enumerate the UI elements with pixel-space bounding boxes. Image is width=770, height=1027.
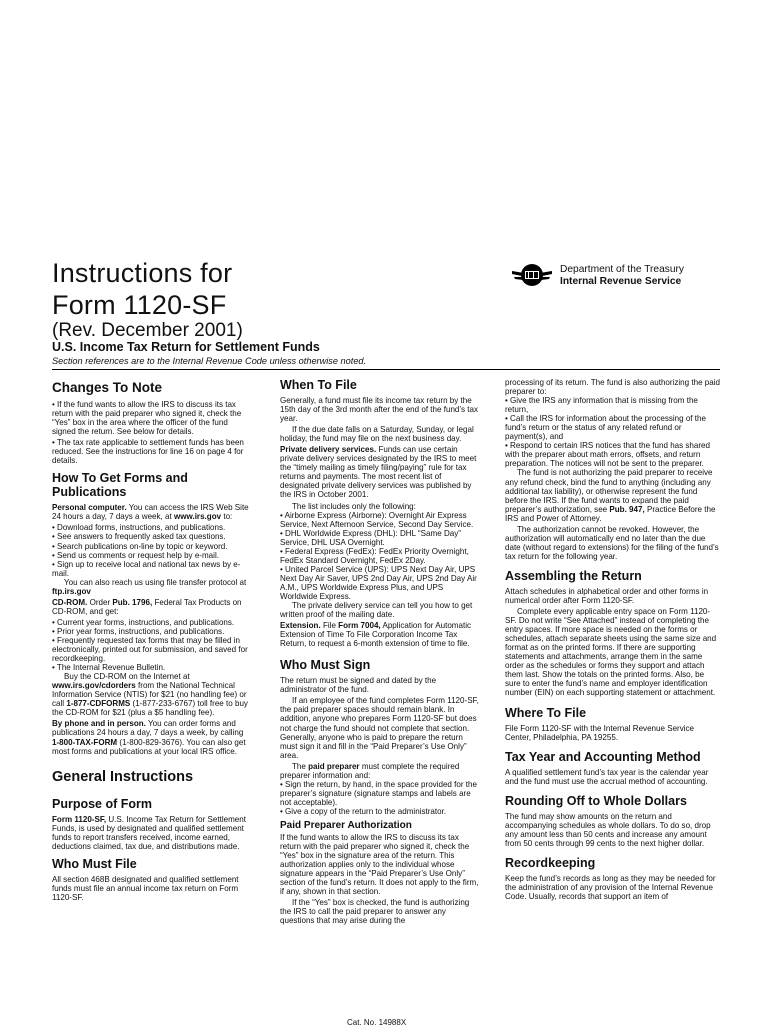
purpose-heading: Purpose of Form	[52, 796, 153, 811]
title-line-1: Instructions for	[52, 258, 233, 288]
assemble-paragraph-2: Complete every applicable entry space on Form 1120-SF. Do not write “See Attached” instead of completing the entry spaces. If more space is needed on the forms or schedules, attach separate sheets using the same size and format as on the printed forms. If there are supporting statements and attachments, arrange them in the same order as the schedules or forms they support and attach them last. Show the totals on the printed forms. Also, be sure to enter the fund’s name and employer identification number (EIN) on each supporting statement or attachment.	[505, 607, 717, 698]
agency-department: Department of the Treasury	[560, 264, 685, 275]
pc-to: to:	[223, 512, 233, 522]
paid-bullet-2: • Give a copy of the return to the administrator.	[280, 806, 447, 816]
cd-bullet-2: • Prior year forms, instructions, and publications.	[52, 626, 225, 636]
list-bullet-4: • United Parcel Service (UPS): UPS Next Day Air, UPS Next Day Air Saver, UPS 2nd Day Air, UPS 2nd Day Air A.M., UPS Worldwide Express Plus, and UPS Worldwide Express.	[280, 564, 477, 601]
assemble-paragraph-1: Attach schedules in alphabetical order and other forms in numerical order after Form 1120-SF.	[505, 586, 709, 605]
pds-text: Funds can use certain private delivery services designated by the IRS to meet the “timely mailing as timely filing/paying” rule for tax returns and payments. The most recent list of designated private delivery services was published by the IRS in October 2001.	[280, 445, 477, 500]
pc-lead: Personal computer.	[52, 503, 127, 513]
cont-bullet-1: • Give the IRS any information that is missing from the return,	[505, 396, 698, 415]
pc-bullet-4: • Send us comments or request help by e-mail.	[52, 550, 219, 560]
column-1	[52, 378, 252, 904]
paid-preparer-authorization-heading: Paid Preparer Authorization	[280, 819, 412, 831]
paid-preparer-paragraph	[280, 762, 480, 780]
cont-text-2: The fund is not authorizing the paid preparer to receive any refund check, bind the fund to anything (including any additional tax liability), or otherwise represent the fund before the IRS. If the fund wants to expand the paid preparer’s authorization, see	[505, 468, 713, 514]
pds-lead: Private delivery services.	[280, 445, 377, 455]
catalog-number: Cat. No. 14988X	[347, 1018, 407, 1027]
pc-text: You can access the IRS Web Site 24 hours a day, 7 days a week, at	[52, 503, 249, 522]
changes-heading: Changes To Note	[52, 380, 163, 395]
changes-item-1: • If the fund wants to allow the IRS to discuss its tax return with the paid preparer who signed it, check the “Yes” box in the area where the officer of the fund signed the return. See below for details.	[52, 400, 242, 437]
recordkeeping-heading: Recordkeeping	[505, 855, 596, 870]
header-divider	[52, 369, 720, 370]
buy-text-2: from the National Technical Information Service (NTIS) for $21 (no handling fee) or call	[52, 681, 247, 709]
pds-tell: The private delivery service can tell you how to get written proof of the mailing date.	[280, 601, 473, 620]
pc-bullet-3: • Search publications on-line by topic or keyword.	[52, 541, 228, 551]
cont-bullet-3: • Respond to certain IRS notices that the fund has shared with the preparer about math errors, offsets, and return preparation. The notices will not be sent to the preparer.	[505, 441, 711, 469]
who-must-sign-heading: Who Must Sign	[280, 658, 371, 673]
cdforms-phone: 1-877-CDFORMS	[66, 699, 131, 709]
tax-year-heading: Tax Year and Accounting Method	[505, 749, 701, 764]
ppa-paragraph-2: If the “Yes” box is checked, the fund is authorizing the IRS to call the paid preparer to answer any questions that may arise during the	[280, 898, 470, 926]
purpose-lead: Form 1120-SF,	[52, 814, 107, 824]
ftp-text: You can also reach us using file transfer protocol at	[64, 577, 247, 587]
general-instructions-heading: General Instructions	[52, 768, 194, 785]
cd-text-1: Order	[89, 597, 111, 607]
ext-form: Form 7004,	[338, 621, 381, 631]
title-line-2: Form 1120-SF	[52, 290, 227, 320]
sign-paragraph-1: The return must be signed and dated by the administrator of the fund.	[280, 676, 437, 695]
paid-bullet-1: • Sign the return, by hand, in the space provided for the preparer’s signature (signature stamps and labels are not acceptable).	[280, 779, 477, 807]
cdorders-link[interactable]: www.irs.gov/cdorders	[52, 681, 136, 691]
who-must-file-heading: Who Must File	[52, 856, 137, 871]
column-2	[280, 378, 480, 927]
section-reference-note: Section references are to the Internal Revenue Code unless otherwise noted.	[52, 356, 367, 366]
cd-lead: CD-ROM.	[52, 597, 88, 607]
paid-bold: paid preparer	[308, 761, 360, 771]
pub-947: Pub. 947,	[609, 504, 645, 514]
list-bullet-3: • Federal Express (FedEx): FedEx Priority Overnight, FedEx Standard Overnight, FedEx 2Day.	[280, 546, 469, 565]
cdrom-paragraph	[52, 598, 252, 616]
ext-text-1: File	[322, 621, 336, 631]
cd-pub: Pub. 1796,	[112, 597, 153, 607]
ftp-link[interactable]: ftp.irs.gov	[52, 586, 91, 596]
list-bullet-2: • DHL Worldwide Express (DHL): DHL “Same Day” Service, DHL USA Overnight.	[280, 528, 461, 547]
agency-irs: Internal Revenue Service	[560, 276, 682, 287]
when-paragraph-2: If the due date falls on a Saturday, Sunday, or legal holiday, the fund may file on the next business day.	[280, 425, 474, 444]
irs-eagle-logo-icon	[510, 262, 554, 288]
cd-bullet-4: • The Internal Revenue Bulletin.	[52, 663, 166, 673]
column-3	[505, 378, 720, 903]
cont-bullet-2: • Call the IRS for information about the processing of the fund’s return or the status of any related refund or payment(s), and	[505, 414, 706, 442]
pc-bullet-2: • See answers to frequently asked tax questions.	[52, 532, 226, 542]
irs-website-link[interactable]: www.irs.gov	[173, 512, 222, 522]
phone-text-2: (1-800-829-3676). You can also get most forms and publications at your local IRS office.	[52, 737, 246, 756]
paid-text-1: The	[292, 761, 306, 771]
when-paragraph-1: Generally, a fund must file its income tax return by the 15th day of the 3rd month after the end of the fund’s tax year.	[280, 396, 479, 424]
buy-paragraph	[52, 672, 252, 717]
tax-year-text: A qualified settlement fund’s tax year is the calendar year and the fund must use the accrual method of accounting.	[505, 767, 709, 786]
extension-paragraph	[280, 621, 480, 648]
phone-text-1: You can order forms and publications 24 hours a day, 7 days a week, by calling	[52, 719, 244, 738]
where-text: File Form 1120-SF with the Internal Revenue Service Center, Philadelphia, PA 19255.	[505, 723, 695, 742]
list-intro: The list includes only the following:	[292, 501, 416, 511]
purpose-paragraph	[52, 815, 252, 851]
who-must-file-text: All section 468B designated and qualified settlement funds must file an annual income tax return on Form 1120-SF.	[52, 874, 239, 902]
rounding-heading: Rounding Off to Whole Dollars	[505, 793, 687, 808]
phone-lead: By phone and in person.	[52, 719, 146, 729]
assembling-heading: Assembling the Return	[505, 568, 642, 583]
revision-date: (Rev. December 2001)	[52, 320, 243, 341]
when-to-file-heading: When To File	[280, 378, 357, 392]
paid-text-2: must complete the required preparer information and:	[280, 761, 460, 780]
private-delivery-paragraph	[280, 445, 480, 499]
buy-text-3: (1-877-233-6767) toll free to buy the CD-ROM for $21 (plus a $5 handling fee).	[52, 699, 248, 718]
sign-paragraph-2: If an employee of the fund completes Form 1120-SF, the paid preparer spaces should remain blank. In addition, anyone who prepares Form 1120-SF but does not charge the fund should not complete that section. Generally, anyone who is paid to prepare the return must sign it and fill in the “Paid Preparer’s Use Only” area.	[280, 696, 479, 760]
pc-bullet-5: • Sign up to receive local and national tax news by e-mail.	[52, 559, 241, 578]
where-to-file-heading: Where To File	[505, 705, 587, 720]
forms-heading: How To Get Forms and Publications	[52, 471, 188, 500]
cont-paragraph-2	[505, 468, 720, 522]
cd-bullet-3: • Frequently requested tax forms that may be filled in electronically, printed out for submission, and saved for recordkeeping.	[52, 635, 248, 664]
rounding-text: The fund may show amounts on the return and accompanying schedules as whole dollars. To do so, drop any amount less than 50 cents and increase any amount from 50 cents through 99 cents to the next higher dollar.	[505, 811, 711, 848]
cd-bullet-1: • Current year forms, instructions, and publications.	[52, 617, 235, 627]
purpose-text: U.S. Income Tax Return for Settlement Funds, is used by designated and qualified settlement funds to report transfers received, income earned, deductions claimed, tax due, and distributions made.	[52, 814, 246, 851]
buy-text-1: Buy the CD-ROM on the Internet at	[64, 672, 190, 682]
changes-item-2: • The tax rate applicable to settlement funds has been reduced. See the instructions for line 16 on page 4 for details.	[52, 438, 244, 466]
cont-paragraph-1: processing of its return. The fund is also authorizing the paid preparer to:	[505, 378, 721, 397]
list-bullet-1: • Airborne Express (Airborne): Overnight Air Express Service, Next Afternoon Service, Second Day Service.	[280, 510, 474, 529]
cd-text-2: Federal Tax Products on CD-ROM, and get:	[52, 597, 242, 616]
form-subtitle: U.S. Income Tax Return for Settlement Funds	[52, 340, 320, 354]
ftp-paragraph	[52, 578, 252, 596]
personal-computer-paragraph	[52, 503, 252, 521]
cont-paragraph-3: The authorization cannot be revoked. However, the authorization will automatically end no later than the due date (without regard to extensions) for the filing of the fund’s tax return for the following year.	[505, 524, 719, 561]
pc-bullet-1: • Download forms, instructions, and publications.	[52, 523, 226, 533]
ppa-paragraph-1: If the fund wants to allow the IRS to discuss its tax return with the paid preparer who signed it, check the “Yes” box in the signature area of the return. This authorization applies only to the individual whose signature appears in the “Paid Preparer’s Use Only” section of the fund’s return. It does not apply to the firm, if any, shown in that section.	[280, 832, 479, 897]
ext-text-2: Application for Automatic Extension of Time To File Corporation Income Tax Return, to request a 6-month extension of time to file.	[280, 621, 472, 649]
agency-block	[510, 262, 725, 290]
cont-text-2b: Practice Before the IRS and Power of Attorney.	[505, 504, 716, 523]
phone-paragraph	[52, 719, 252, 755]
ext-lead: Extension.	[280, 621, 321, 631]
taxform-phone: 1-800-TAX-FORM	[52, 737, 118, 747]
recordkeeping-text: Keep the fund’s records as long as they may be needed for the administration of any provision of the Internal Revenue Code. Usually, records that support an item of	[505, 873, 716, 901]
